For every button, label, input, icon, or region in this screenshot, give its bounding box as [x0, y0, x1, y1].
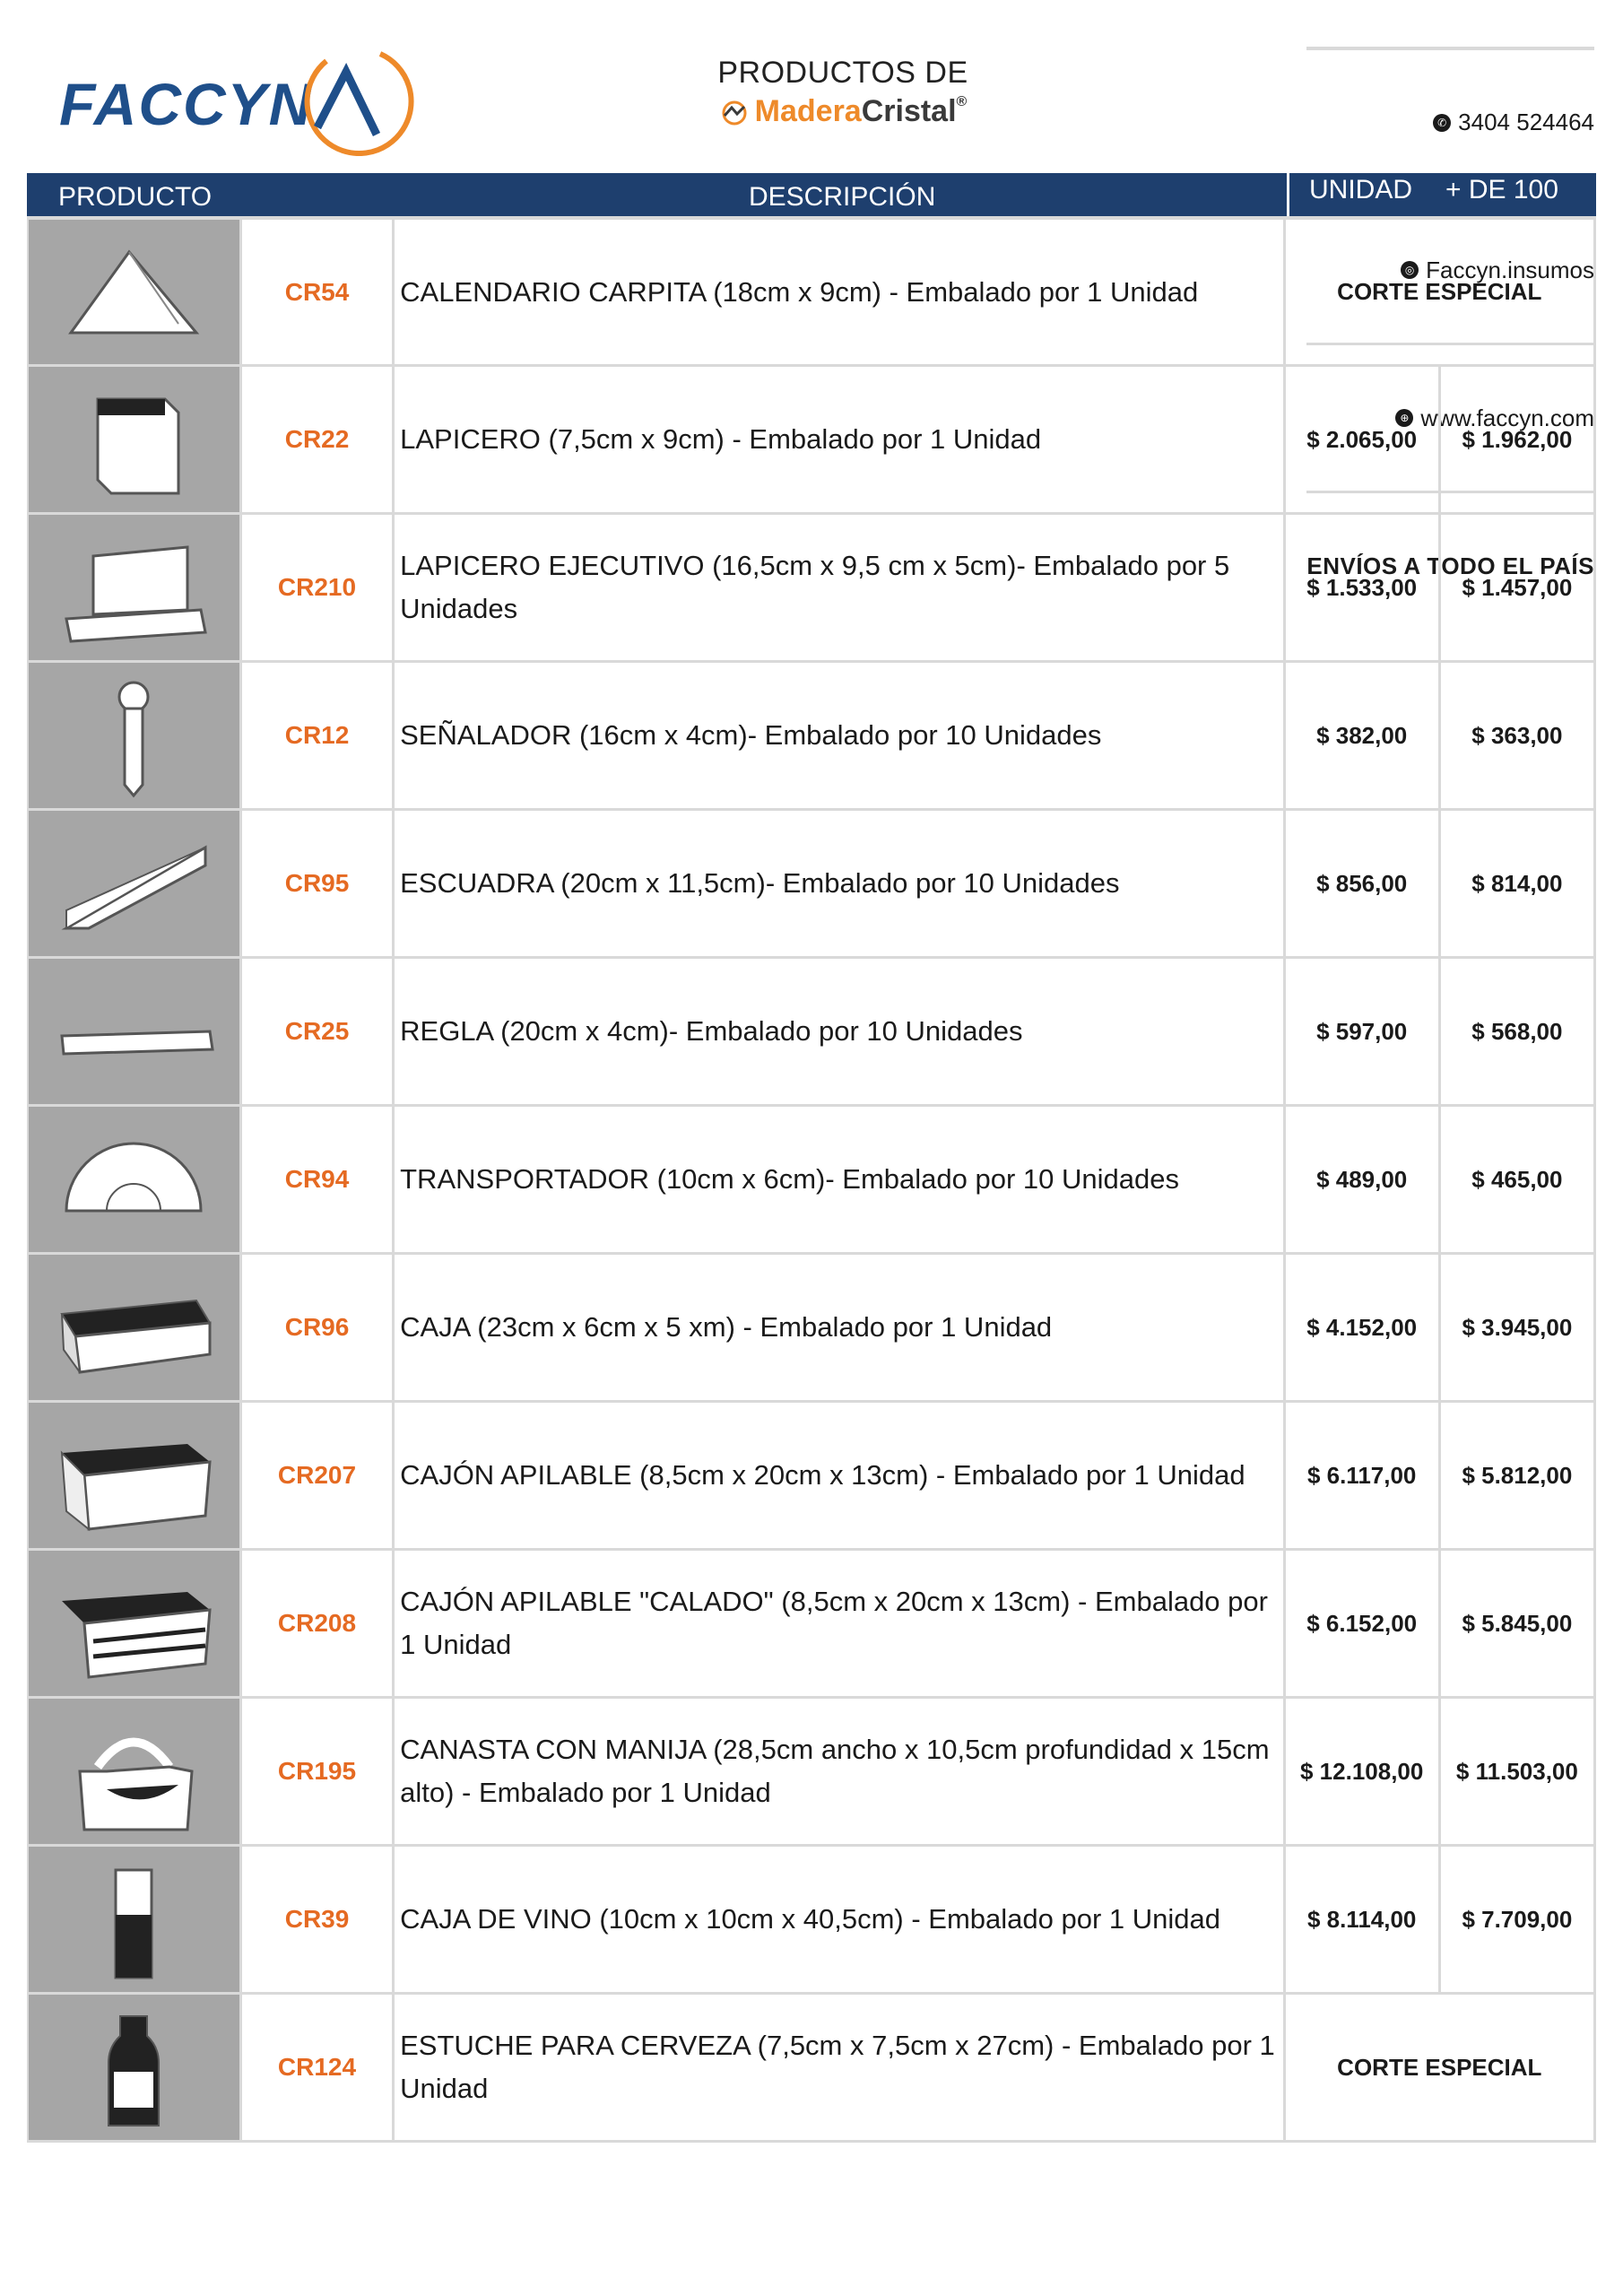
product-image: [29, 367, 242, 512]
catalog-title-line1: PRODUCTOS DE: [717, 56, 968, 90]
table-header: [27, 173, 1596, 216]
header-description: DESCRIPCIÓN: [749, 182, 936, 212]
table-row: [29, 364, 1596, 512]
madera-cristal-mark-icon: [719, 100, 750, 126]
bookmark-icon: [44, 668, 223, 803]
product-code: CR207: [242, 1403, 395, 1548]
product-image: [29, 1107, 242, 1252]
catalog-brand-cristal: Cristal: [861, 94, 957, 128]
price-bulk: $ 5.845,00: [1441, 1551, 1596, 1696]
product-code: CR12: [242, 663, 395, 808]
table-row: [29, 512, 1596, 660]
box-icon: [44, 1260, 223, 1395]
price-table: [27, 173, 1596, 2143]
price-unit: $ 6.117,00: [1286, 1403, 1441, 1548]
whatsapp-icon: ✆: [1433, 114, 1451, 132]
table-row: [29, 1252, 1596, 1400]
special-cut-label: CORTE ESPECIAL: [1286, 1995, 1596, 2140]
price-bulk: $ 3.945,00: [1441, 1255, 1596, 1400]
product-description: LAPICERO (7,5cm x 9cm) - Embalado por 1 Unidad: [395, 367, 1285, 512]
special-cut-label: CORTE ESPECIAL: [1286, 220, 1596, 364]
contact-phone: 3404 524464: [1458, 109, 1594, 135]
product-description: ESCUADRA (20cm x 11,5cm)- Embalado por 10 Unidades: [395, 811, 1285, 956]
price-unit: $ 856,00: [1286, 811, 1441, 956]
product-description: ESTUCHE PARA CERVEZA (7,5cm x 7,5cm x 27cm) - Embalado por 1 Unidad: [395, 1995, 1285, 2140]
price-unit: $ 8.114,00: [1286, 1847, 1441, 1992]
contact-website: www.faccyn.com: [1420, 404, 1594, 431]
protractor-icon: [44, 1112, 223, 1247]
header-product: PRODUCTO: [58, 182, 213, 212]
contact-shipping: ENVÍOS A TODO EL PAÍS: [1306, 552, 1594, 579]
product-image: [29, 1995, 242, 2140]
price-bulk: $ 7.709,00: [1441, 1847, 1596, 1992]
table-row: [29, 1844, 1596, 1992]
table-row: [29, 216, 1596, 364]
product-code: CR22: [242, 367, 395, 512]
product-code: CR25: [242, 959, 395, 1104]
price-unit: $ 382,00: [1286, 663, 1441, 808]
product-code: CR208: [242, 1551, 395, 1696]
table-row: [29, 1400, 1596, 1548]
product-image: [29, 1255, 242, 1400]
logo-ring-icon: [291, 45, 425, 156]
product-description: LAPICERO EJECUTIVO (16,5cm x 9,5 cm x 5cm)- Embalado por 5 Unidades: [395, 515, 1285, 660]
price-unit: $ 2.065,00: [1286, 367, 1441, 512]
price-bulk: $ 814,00: [1441, 811, 1596, 956]
header-divider: [1287, 173, 1289, 216]
product-description: CAJA DE VINO (10cm x 10cm x 40,5cm) - Embalado por 1 Unidad: [395, 1847, 1285, 1992]
product-image: [29, 811, 242, 956]
product-code: CR95: [242, 811, 395, 956]
table-row: [29, 808, 1596, 956]
product-description: SEÑALADOR (16cm x 4cm)- Embalado por 10 Unidades: [395, 663, 1285, 808]
pencil-holder-icon: [44, 372, 223, 507]
product-image: [29, 959, 242, 1104]
product-code: CR39: [242, 1847, 395, 1992]
header-bulk: + DE 100: [1445, 175, 1558, 204]
price-unit: $ 489,00: [1286, 1107, 1441, 1252]
price-unit: $ 597,00: [1286, 959, 1441, 1104]
catalog-title: [628, 56, 1058, 129]
calendar-tent-icon: [44, 225, 223, 360]
set-square-icon: [44, 816, 223, 951]
logo-wordmark: FACCYN: [59, 71, 314, 137]
product-description: CAJÓN APILABLE (8,5cm x 20cm x 13cm) - Embalado por 1 Unidad: [395, 1403, 1285, 1548]
catalog-brand: [628, 94, 1058, 129]
product-description: CAJÓN APILABLE "CALADO" (8,5cm x 20cm x 13cm) - Embalado por 1 Unidad: [395, 1551, 1285, 1696]
price-unit: $ 1.533,00: [1286, 515, 1441, 660]
table-body: [27, 216, 1596, 2143]
executive-pencil-holder-icon: [44, 520, 223, 655]
price-bulk: $ 1.457,00: [1441, 515, 1596, 660]
product-image: [29, 220, 242, 364]
product-description: CAJA (23cm x 6cm x 5 xm) - Embalado por 1 Unidad: [395, 1255, 1285, 1400]
price-bulk: $ 465,00: [1441, 1107, 1596, 1252]
product-code: CR124: [242, 1995, 395, 2140]
product-image: [29, 1403, 242, 1548]
product-code: CR210: [242, 515, 395, 660]
product-image: [29, 1847, 242, 1992]
product-description: TRANSPORTADOR (10cm x 6cm)- Embalado por 10 Unidades: [395, 1107, 1285, 1252]
price-unit: $ 12.108,00: [1286, 1699, 1441, 1844]
product-code: CR54: [242, 220, 395, 364]
product-code: CR195: [242, 1699, 395, 1844]
price-bulk: $ 568,00: [1441, 959, 1596, 1104]
product-code: CR94: [242, 1107, 395, 1252]
beer-case-icon: [44, 2000, 223, 2135]
price-bulk: $ 11.503,00: [1441, 1699, 1596, 1844]
wine-box-icon: [44, 1852, 223, 1987]
slatted-crate-icon: [44, 1556, 223, 1691]
product-description: CANASTA CON MANIJA (28,5cm ancho x 10,5cm profundidad x 15cm alto) - Embalado por 1 Unidad: [395, 1699, 1285, 1844]
table-row: [29, 956, 1596, 1104]
table-row: [29, 660, 1596, 808]
table-row: [29, 1696, 1596, 1844]
contact-instagram: Faccyn.insumos: [1426, 256, 1594, 283]
catalog-brand-madera: Madera: [754, 94, 862, 128]
price-bulk: $ 363,00: [1441, 663, 1596, 808]
globe-icon: ⊕: [1395, 409, 1413, 427]
product-image: [29, 663, 242, 808]
product-image: [29, 515, 242, 660]
basket-icon: [44, 1704, 223, 1839]
product-image: [29, 1699, 242, 1844]
table-row: [29, 1104, 1596, 1252]
product-image: [29, 1551, 242, 1696]
ruler-icon: [44, 964, 223, 1099]
product-code: CR96: [242, 1255, 395, 1400]
product-description: CALENDARIO CARPITA (18cm x 9cm) - Embalado por 1 Unidad: [395, 220, 1285, 364]
table-row: [29, 1992, 1596, 2140]
price-unit: $ 6.152,00: [1286, 1551, 1441, 1696]
brand-logo: [59, 41, 382, 158]
price-bulk: $ 5.812,00: [1441, 1403, 1596, 1548]
header-unit: UNIDAD: [1309, 175, 1413, 204]
registered-mark: ®: [956, 94, 968, 109]
product-description: REGLA (20cm x 4cm)- Embalado por 10 Unidades: [395, 959, 1285, 1104]
table-row: [29, 1548, 1596, 1696]
price-bulk: $ 1.962,00: [1441, 367, 1596, 512]
stackable-crate-icon: [44, 1408, 223, 1543]
price-unit: $ 4.152,00: [1286, 1255, 1441, 1400]
instagram-icon: ◎: [1401, 261, 1419, 279]
